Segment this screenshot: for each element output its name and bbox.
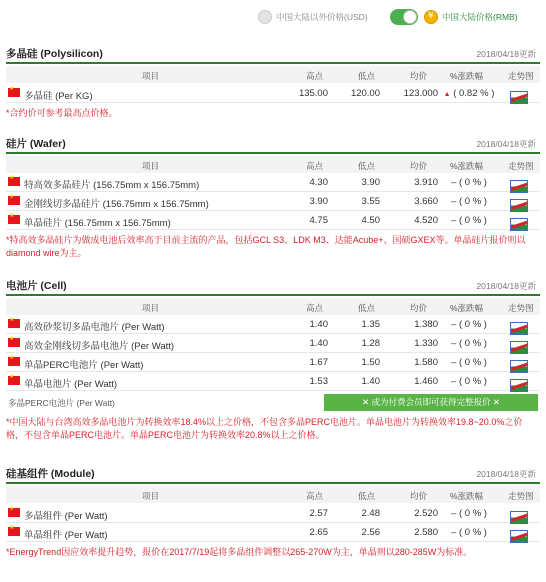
- header-low: 低点: [358, 71, 376, 81]
- update-date: 2018/04/18更新: [476, 281, 536, 291]
- row-avg: 123.000: [403, 88, 438, 99]
- update-date: 2018/04/18更新: [476, 139, 536, 149]
- row-high: 1.40: [309, 319, 328, 330]
- section-polysilicon: [0, 46, 546, 126]
- rmb-label: 中国大陆价格(RMB): [442, 12, 518, 22]
- table-row: [6, 316, 540, 334]
- row-name: 单晶电池片 (Per Watt): [24, 379, 118, 390]
- row-change: – ( 0 % ): [451, 177, 487, 188]
- header-avg: 均价: [410, 303, 428, 313]
- header-avg: 均价: [410, 161, 428, 171]
- row-change: – ( 0 % ): [451, 508, 487, 519]
- row-name: 高效砂浆切多晶电池片 (Per Watt): [24, 322, 165, 333]
- header-low: 低点: [358, 161, 376, 171]
- rmb-coin-icon: [424, 10, 438, 24]
- table-row: [6, 354, 540, 372]
- row-name: 单晶硅片 (156.75mm x 156.75mm): [24, 218, 171, 229]
- row-high: 135.00: [298, 88, 328, 99]
- row-low: 1.40: [361, 376, 380, 387]
- currency-rmb-option[interactable]: [424, 10, 518, 24]
- row-avg: 1.460: [414, 376, 438, 387]
- row-change: – ( 0 % ): [451, 357, 487, 368]
- row-avg: 2.580: [414, 527, 438, 538]
- up-arrow-icon: ▲: [443, 91, 451, 98]
- row-change: – ( 0 % ): [451, 338, 487, 349]
- section-divider: [6, 152, 540, 154]
- member-locked-row: [6, 394, 540, 411]
- row-change: – ( 0 % ): [451, 215, 487, 226]
- table-row: [6, 193, 540, 211]
- trend-chart-icon[interactable]: [510, 341, 528, 354]
- become-member-button[interactable]: ✕ 成为付费会员即可获得完整报价 ✕: [324, 394, 538, 411]
- row-name: 单晶组件 (Per Watt): [24, 530, 108, 541]
- row-low: 2.56: [361, 527, 380, 538]
- currency-toggle[interactable]: [390, 9, 418, 25]
- china-flag-icon: [8, 177, 20, 186]
- row-high: 1.40: [309, 338, 328, 349]
- row-high: 1.67: [309, 357, 328, 368]
- row-low: 1.35: [361, 319, 380, 330]
- section-title: 电池片 (Cell): [6, 280, 67, 292]
- section-divider: [6, 62, 540, 64]
- section-title: 硅片 (Wafer): [6, 138, 66, 150]
- china-flag-icon: [8, 508, 20, 517]
- header-item: 项目: [142, 161, 160, 171]
- row-avg: 2.520: [414, 508, 438, 519]
- section-note: *EnergyTrend因应效率提升趋势，报价在2017/7/19起将多晶组件调整以265-270W为主，单晶则以280-285W为标准。: [6, 547, 473, 557]
- header-low: 低点: [358, 303, 376, 313]
- table-row: [6, 505, 540, 523]
- header-item: 项目: [142, 491, 160, 501]
- row-name: 高效金刚线切多晶电池片 (Per Watt): [24, 341, 175, 352]
- row-high: 4.75: [309, 215, 328, 226]
- table-header: [6, 298, 540, 315]
- table-row: [6, 212, 540, 230]
- trend-chart-icon[interactable]: [510, 379, 528, 392]
- row-low: 2.48: [361, 508, 380, 519]
- row-high: 2.65: [309, 527, 328, 538]
- header-high: 高点: [306, 71, 324, 81]
- toggle-knob: [403, 10, 417, 24]
- row-name: 特高效多晶硅片 (156.75mm x 156.75mm): [24, 180, 200, 191]
- row-high: 4.30: [309, 177, 328, 188]
- row-avg: 1.580: [414, 357, 438, 368]
- header-trend: 走势图: [508, 161, 534, 171]
- header-change: %涨跌幅: [450, 303, 484, 313]
- row-high: 1.53: [309, 376, 328, 387]
- row-avg: 4.520: [414, 215, 438, 226]
- row-low: 4.50: [361, 215, 380, 226]
- update-date: 2018/04/18更新: [476, 49, 536, 59]
- china-flag-icon: [8, 215, 20, 224]
- usd-coin-icon: [258, 10, 272, 24]
- update-date: 2018/04/18更新: [476, 469, 536, 479]
- row-high: 3.90: [309, 196, 328, 207]
- section-note: *特高效多晶硅片为做成电池后效率高于目前主流的产品，包括GCL S3、LDK M3、达能Acube+、国硕GXEX等。单晶硅片报价则以diamond wire为主。: [6, 235, 526, 258]
- currency-usd-option[interactable]: [258, 10, 368, 24]
- locked-row-label: 多晶PERC电池片 (Per Watt): [8, 398, 115, 408]
- row-avg: 3.910: [414, 177, 438, 188]
- row-avg: 1.380: [414, 319, 438, 330]
- table-row: [6, 524, 540, 542]
- header-trend: 走势图: [508, 71, 534, 81]
- trend-chart-icon[interactable]: [510, 322, 528, 335]
- row-change: – ( 0 % ): [451, 527, 487, 538]
- row-high: 2.57: [309, 508, 328, 519]
- china-flag-icon: [8, 338, 20, 347]
- table-header: [6, 156, 540, 173]
- china-flag-icon: [8, 319, 20, 328]
- row-low: 3.55: [361, 196, 380, 207]
- header-change: %涨跌幅: [450, 491, 484, 501]
- china-flag-icon: [8, 357, 20, 366]
- row-low: 1.50: [361, 357, 380, 368]
- table-row: [6, 174, 540, 192]
- row-change: – ( 0 % ): [451, 376, 487, 387]
- table-header: [6, 66, 540, 83]
- trend-chart-icon[interactable]: [510, 360, 528, 373]
- china-flag-icon: [8, 196, 20, 205]
- section-wafer: [0, 136, 546, 266]
- table-row: [6, 335, 540, 353]
- header-item: 项目: [142, 303, 160, 313]
- header-trend: 走势图: [508, 303, 534, 313]
- section-note: *中国大陆与台湾高效多晶电池片为转换效率18.4%以上之价格，不包含多晶PERC电池片。单晶电池片为转换效率19.8~20.0%之价格，不包含单晶PERC电池片。单晶PERC电池片为转换效率20.8%以上之价格。: [6, 417, 523, 440]
- header-high: 高点: [306, 303, 324, 313]
- usd-label: 中国大陆以外价格(USD): [276, 12, 368, 22]
- section-divider: [6, 482, 540, 484]
- china-flag-icon: [8, 527, 20, 536]
- currency-switcher: [0, 0, 546, 34]
- china-flag-icon: [8, 88, 20, 97]
- row-avg: 3.660: [414, 196, 438, 207]
- row-change: ▲ ( 0.82 % ): [443, 88, 495, 99]
- section-cell: [0, 278, 546, 456]
- china-flag-icon: [8, 376, 20, 385]
- section-title: 多晶硅 (Polysilicon): [6, 48, 103, 60]
- header-trend: 走势图: [508, 491, 534, 501]
- header-item: 项目: [142, 71, 160, 81]
- header-high: 高点: [306, 161, 324, 171]
- table-row: [6, 373, 540, 391]
- header-change: %涨跌幅: [450, 71, 484, 81]
- row-name: 多晶硅 (Per KG): [24, 91, 93, 102]
- trend-chart-icon[interactable]: [510, 91, 528, 104]
- trend-chart-icon[interactable]: [510, 218, 528, 231]
- section-module: [0, 466, 546, 582]
- row-name: 单晶PERC电池片 (Per Watt): [24, 360, 144, 371]
- row-avg: 1.330: [414, 338, 438, 349]
- row-change: – ( 0 % ): [451, 319, 487, 330]
- header-avg: 均价: [410, 71, 428, 81]
- header-avg: 均价: [410, 491, 428, 501]
- table-header: [6, 486, 540, 503]
- trend-chart-icon[interactable]: [510, 199, 528, 212]
- row-name: 金刚线切多晶硅片 (156.75mm x 156.75mm): [24, 199, 209, 210]
- trend-chart-icon[interactable]: [510, 530, 528, 543]
- table-row: [6, 85, 540, 103]
- row-change: – ( 0 % ): [451, 196, 487, 207]
- section-divider: [6, 294, 540, 296]
- row-low: 1.28: [361, 338, 380, 349]
- row-low: 3.90: [361, 177, 380, 188]
- trend-chart-icon[interactable]: [510, 180, 528, 193]
- trend-chart-icon[interactable]: [510, 511, 528, 524]
- row-name: 多晶组件 (Per Watt): [24, 511, 108, 522]
- header-high: 高点: [306, 491, 324, 501]
- row-low: 120.00: [350, 88, 380, 99]
- header-low: 低点: [358, 491, 376, 501]
- section-note: *合约价可参考最高点价格。: [6, 108, 118, 118]
- section-title: 硅基组件 (Module): [6, 468, 95, 480]
- header-change: %涨跌幅: [450, 161, 484, 171]
